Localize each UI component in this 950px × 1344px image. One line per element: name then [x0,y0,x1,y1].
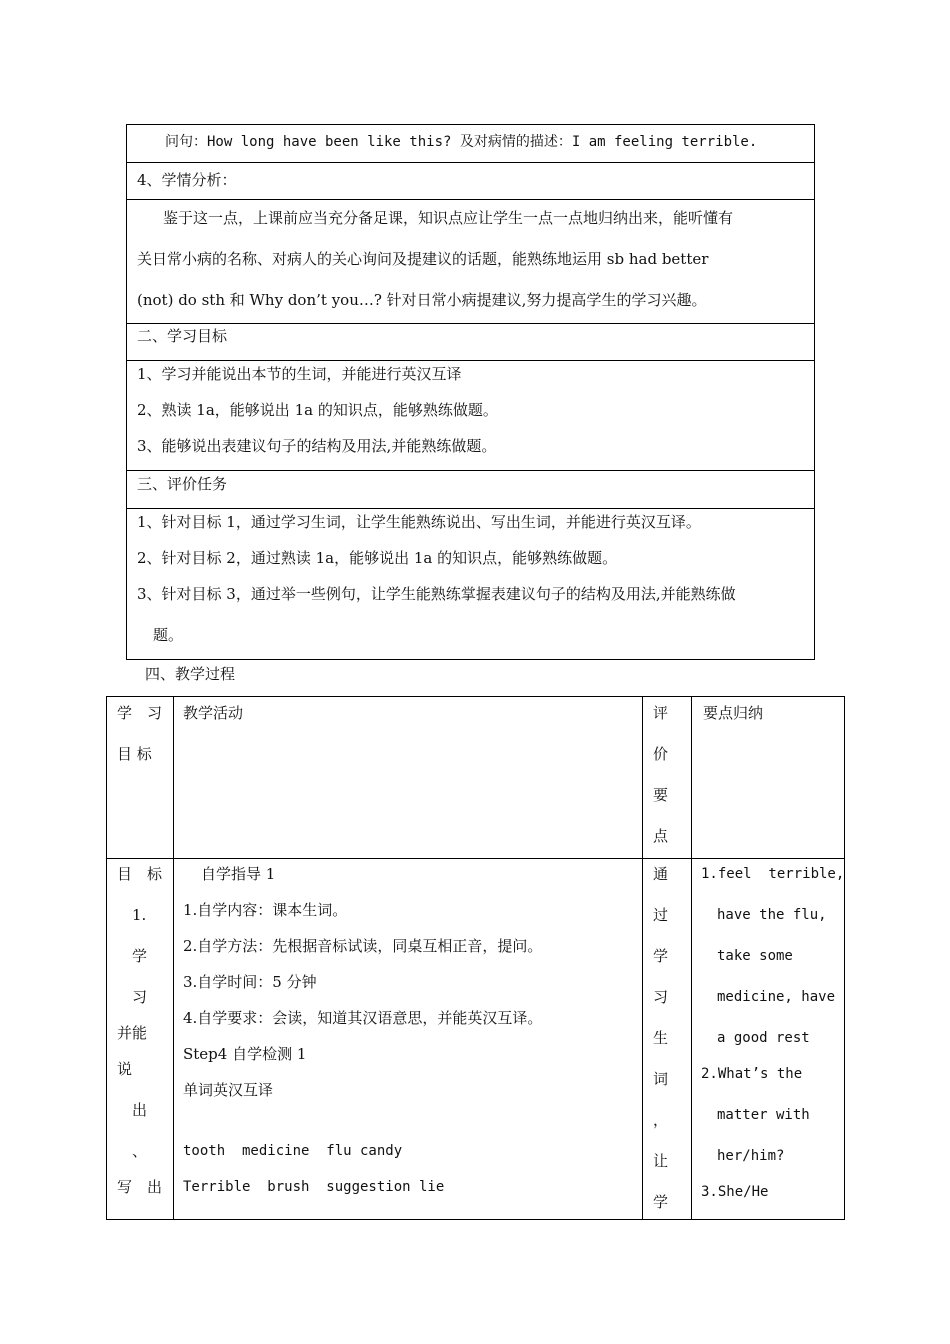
vocab-line: tooth medicine flu candy [183,1143,403,1159]
eval-char: 习 [653,988,669,1006]
eval-char: 过 [653,906,669,924]
header-eval-char-4: 点 [653,827,669,845]
summary-line: 3.She/He [701,1184,769,1200]
goal-column-line: 学 [132,947,148,965]
summary-line: take some [717,948,793,964]
process-table [106,696,845,1220]
summary-line: medicine, have [717,989,836,1005]
summary-line: 1.feel terrible, [701,866,845,882]
goal-column-line: 目 标 [117,865,163,883]
activity-line: 自学指导 1 [201,865,276,883]
header-eval-char-3: 要 [653,786,669,804]
analysis-heading: 4、学情分析： [137,171,237,189]
column-divider [691,697,692,1219]
summary-line: her/him? [717,1148,785,1164]
header-eval-char-1: 评 [653,704,669,722]
row-divider [107,858,844,859]
eval-char: 生 [653,1029,669,1047]
summary-line: a good rest [717,1030,810,1046]
analysis-line-3: (not) do sth 和 Why don’t you…? 针对日常小病提建议,努力提高学生的学习兴趣。 [137,291,707,309]
header-eval-char-2: 价 [653,745,669,763]
question-text: 问句：How long have been like this? 及对病情的描述：I am feeling terrible. [165,134,758,150]
header-goal-line-2: 目 标 [117,745,152,763]
goal-line-2: 2、熟读 1a，能够说出 1a 的知识点，能够熟练做题。 [137,401,498,419]
task-line-1: 1、针对目标 1，通过学习生词，让学生能熟练说出、写出生词，并能进行英汉互译。 [137,513,701,531]
column-divider [173,697,174,1219]
tasks-heading: 三、评价任务 [137,475,228,493]
task-line-4: 题。 [153,626,184,644]
task-line-2: 2、针对目标 2，通过熟读 1a，能够说出 1a 的知识点，能够熟练做题。 [137,549,618,567]
top-table [126,124,815,660]
goal-column-line: 1. [132,906,147,924]
tasks-heading-row [127,471,814,509]
goals-heading-row [127,324,814,361]
goals-heading: 二、学习目标 [137,327,228,345]
summary-line: have the flu, [717,907,827,923]
goal-line-1: 1、学习并能说出本节的生词，并能进行英汉互译 [137,365,462,383]
activity-line: Step4 自学检测 1 [183,1045,307,1063]
eval-char: 词 [653,1070,669,1088]
summary-line: 2.What’s the [701,1066,803,1082]
eval-char: 让 [653,1152,669,1170]
task-line-3: 3、针对目标 3，通过举一些例句，让学生能熟练掌握表建议句子的结构及用法,并能熟练做 [137,585,736,603]
analysis-line-1: 鉴于这一点，上课前应当充分备足课，知识点应让学生一点一点地归纳出来，能听懂有 [163,209,734,227]
eval-char: 学 [653,1193,669,1211]
goal-column-line: 写 出 [117,1178,163,1196]
activity-line: 4.自学要求：会读，知道其汉语意思，并能英汉互译。 [183,1009,543,1027]
activity-line: 2.自学方法：先根据音标试读，同桌互相正音，提问。 [183,937,543,955]
column-divider [642,697,643,1219]
section-title: 四、教学过程 [145,665,236,683]
tasks-row [127,509,814,661]
activity-line: 1.自学内容：课本生词。 [183,901,348,919]
activity-line: 单词英汉互译 [183,1081,274,1099]
analysis-row [127,200,814,324]
eval-char: ， [653,1111,669,1129]
header-activity: 教学活动 [183,704,244,722]
vocab-line: Terrible brush suggestion lie [183,1179,445,1195]
goal-line-3: 3、能够说出表建议句子的结构及用法,并能熟练做题。 [137,437,497,455]
header-summary: 要点归纳 [703,704,764,722]
goal-column-line: 出 [132,1101,148,1119]
goal-column-line: 说 [117,1060,133,1078]
question-row [127,125,814,163]
header-goal-line-1: 学 习 [117,704,163,722]
summary-line: matter with [717,1107,810,1123]
analysis-heading-row [127,163,814,200]
goals-row [127,361,814,471]
activity-line: 3.自学时间：5 分钟 [183,973,317,991]
goal-column-line: 并能 [117,1024,148,1042]
goal-column-line: 、 [132,1142,148,1160]
eval-char: 通 [653,865,669,883]
eval-char: 学 [653,947,669,965]
goal-column-line: 习 [132,988,148,1006]
analysis-line-2: 关日常小病的名称、对病人的关心询问及提建议的话题，能熟练地运用 sb had better [137,250,709,268]
